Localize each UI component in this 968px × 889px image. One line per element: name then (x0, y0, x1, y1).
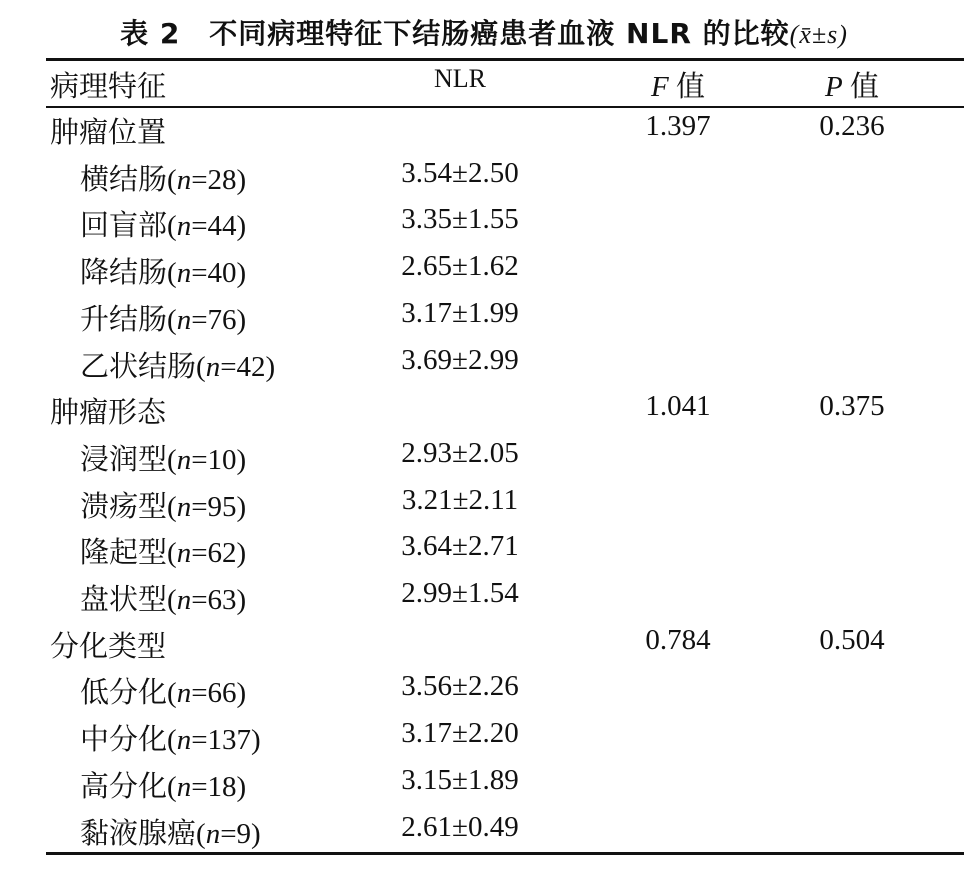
p-value: 0.236 (819, 110, 885, 142)
n-count: 63 (207, 584, 237, 616)
n-symbol: n (205, 817, 221, 850)
n-count: 95 (207, 490, 237, 523)
n-count: 28 (207, 163, 237, 196)
row-label: 黏液腺癌(n=9) (80, 817, 261, 850)
n-symbol: n (176, 584, 192, 616)
row-label: 回盲部(n=44) (80, 210, 247, 243)
row-label-text: 低分化 (80, 677, 168, 710)
row-label: 低分化(n=66) (80, 677, 247, 710)
n-count: 66 (207, 677, 237, 710)
n-symbol: n (176, 537, 192, 570)
nlr-value: 2.65±1.62 (401, 250, 519, 283)
table-title (0, 12, 968, 52)
nlr-value: 3.21±2.11 (401, 483, 519, 516)
header-f (616, 64, 740, 105)
row-label: 横结肠(n=28) (80, 163, 247, 196)
row-label-text: 降结肠 (80, 257, 168, 290)
n-symbol: n (176, 210, 192, 243)
header-p (790, 64, 914, 105)
nlr-value: 3.56±2.26 (401, 670, 519, 703)
n-count: 137 (207, 724, 252, 757)
nlr-value: 3.17±1.99 (401, 296, 519, 329)
table-row (0, 577, 968, 623)
group-name: 肿瘤位置 (50, 117, 167, 149)
nlr-value: 3.64±2.71 (401, 530, 519, 563)
row-label-text: 升结肠 (80, 303, 168, 336)
n-symbol: n (176, 490, 192, 523)
table-row (0, 670, 968, 716)
group-row (0, 390, 968, 436)
nlr-value: 2.61±0.49 (401, 810, 519, 843)
p-value: 0.375 (819, 390, 885, 423)
n-symbol: n (205, 350, 221, 383)
row-label: 乙状结肠(n=42) (80, 350, 276, 383)
table-row (0, 250, 968, 296)
bottom-rule (46, 852, 964, 855)
nlr-value: 3.15±1.89 (401, 763, 519, 796)
header-feature: 病理特征 (50, 71, 167, 103)
nlr-value: 3.35±1.55 (401, 203, 519, 236)
row-label-text: 黏液腺癌 (80, 817, 197, 850)
n-symbol: n (176, 770, 192, 803)
p-value: 0.504 (819, 623, 885, 656)
nlr-value: 3.54±2.50 (401, 156, 519, 189)
row-label-text: 盘状型 (80, 584, 168, 616)
row-label-text: 隆起型 (80, 537, 168, 570)
table-row (0, 437, 968, 483)
row-label-text: 浸润型 (80, 443, 168, 476)
group-row (0, 624, 968, 670)
n-count: 44 (207, 210, 237, 243)
group-name: 肿瘤形态 (50, 397, 167, 430)
table-row (0, 811, 968, 857)
table-title-stat: (x̄±s) (789, 20, 848, 49)
row-label-text: 横结肠 (80, 163, 168, 196)
n-count: 76 (207, 303, 237, 336)
n-symbol: n (176, 724, 192, 757)
header-f-word: 值 (675, 71, 705, 103)
table-header (0, 64, 968, 110)
table-row (0, 157, 968, 203)
n-count: 40 (207, 257, 237, 290)
row-label-text: 回盲部 (80, 210, 168, 243)
header-rule (46, 106, 964, 108)
header-p-word: 值 (849, 71, 879, 103)
row-label: 隆起型(n=62) (80, 537, 247, 570)
table-row (0, 764, 968, 810)
n-symbol: n (176, 677, 192, 710)
table-title-text: 表 2 不同病理特征下结肠癌患者血液 NLR 的比较 (120, 17, 790, 50)
row-label: 高分化(n=18) (80, 770, 247, 803)
row-label: 降结肠(n=40) (80, 257, 247, 290)
row-label-text: 乙状结肠 (80, 350, 197, 383)
group-name: 分化类型 (50, 630, 167, 663)
n-count: 18 (207, 770, 237, 803)
n-count: 42 (236, 350, 266, 383)
row-label: 中分化(n=137) (80, 724, 261, 757)
f-value: 1.397 (645, 110, 711, 142)
f-value: 1.041 (645, 390, 711, 423)
table-row (0, 297, 968, 343)
row-label-text: 溃疡型 (80, 490, 168, 523)
n-count: 62 (207, 537, 237, 570)
n-count: 10 (207, 443, 237, 476)
n-count: 9 (236, 817, 252, 850)
n-symbol: n (176, 257, 192, 290)
table-row (0, 344, 968, 390)
nlr-value: 2.99±1.54 (401, 577, 519, 609)
nlr-value: 3.69±2.99 (401, 343, 519, 376)
row-label: 浸润型(n=10) (80, 443, 247, 476)
nlr-value: 3.17±2.20 (401, 717, 519, 750)
n-symbol: n (176, 443, 192, 476)
row-label: 升结肠(n=76) (80, 303, 247, 336)
nlr-value: 2.93±2.05 (401, 436, 519, 469)
n-symbol: n (176, 163, 192, 196)
table-row (0, 203, 968, 249)
table-row (0, 717, 968, 763)
row-label: 盘状型(n=63) (80, 584, 247, 616)
row-label-text: 高分化 (80, 770, 168, 803)
top-rule (46, 58, 964, 61)
row-label-text: 中分化 (80, 724, 168, 757)
row-label: 溃疡型(n=95) (80, 490, 247, 523)
f-value: 0.784 (645, 623, 711, 656)
group-row (0, 110, 968, 156)
n-symbol: n (176, 303, 192, 336)
header-f-symbol: F (651, 71, 669, 103)
header-p-symbol: P (825, 71, 843, 103)
table-row (0, 484, 968, 530)
table-row (0, 530, 968, 576)
header-nlr: NLR (434, 64, 486, 93)
